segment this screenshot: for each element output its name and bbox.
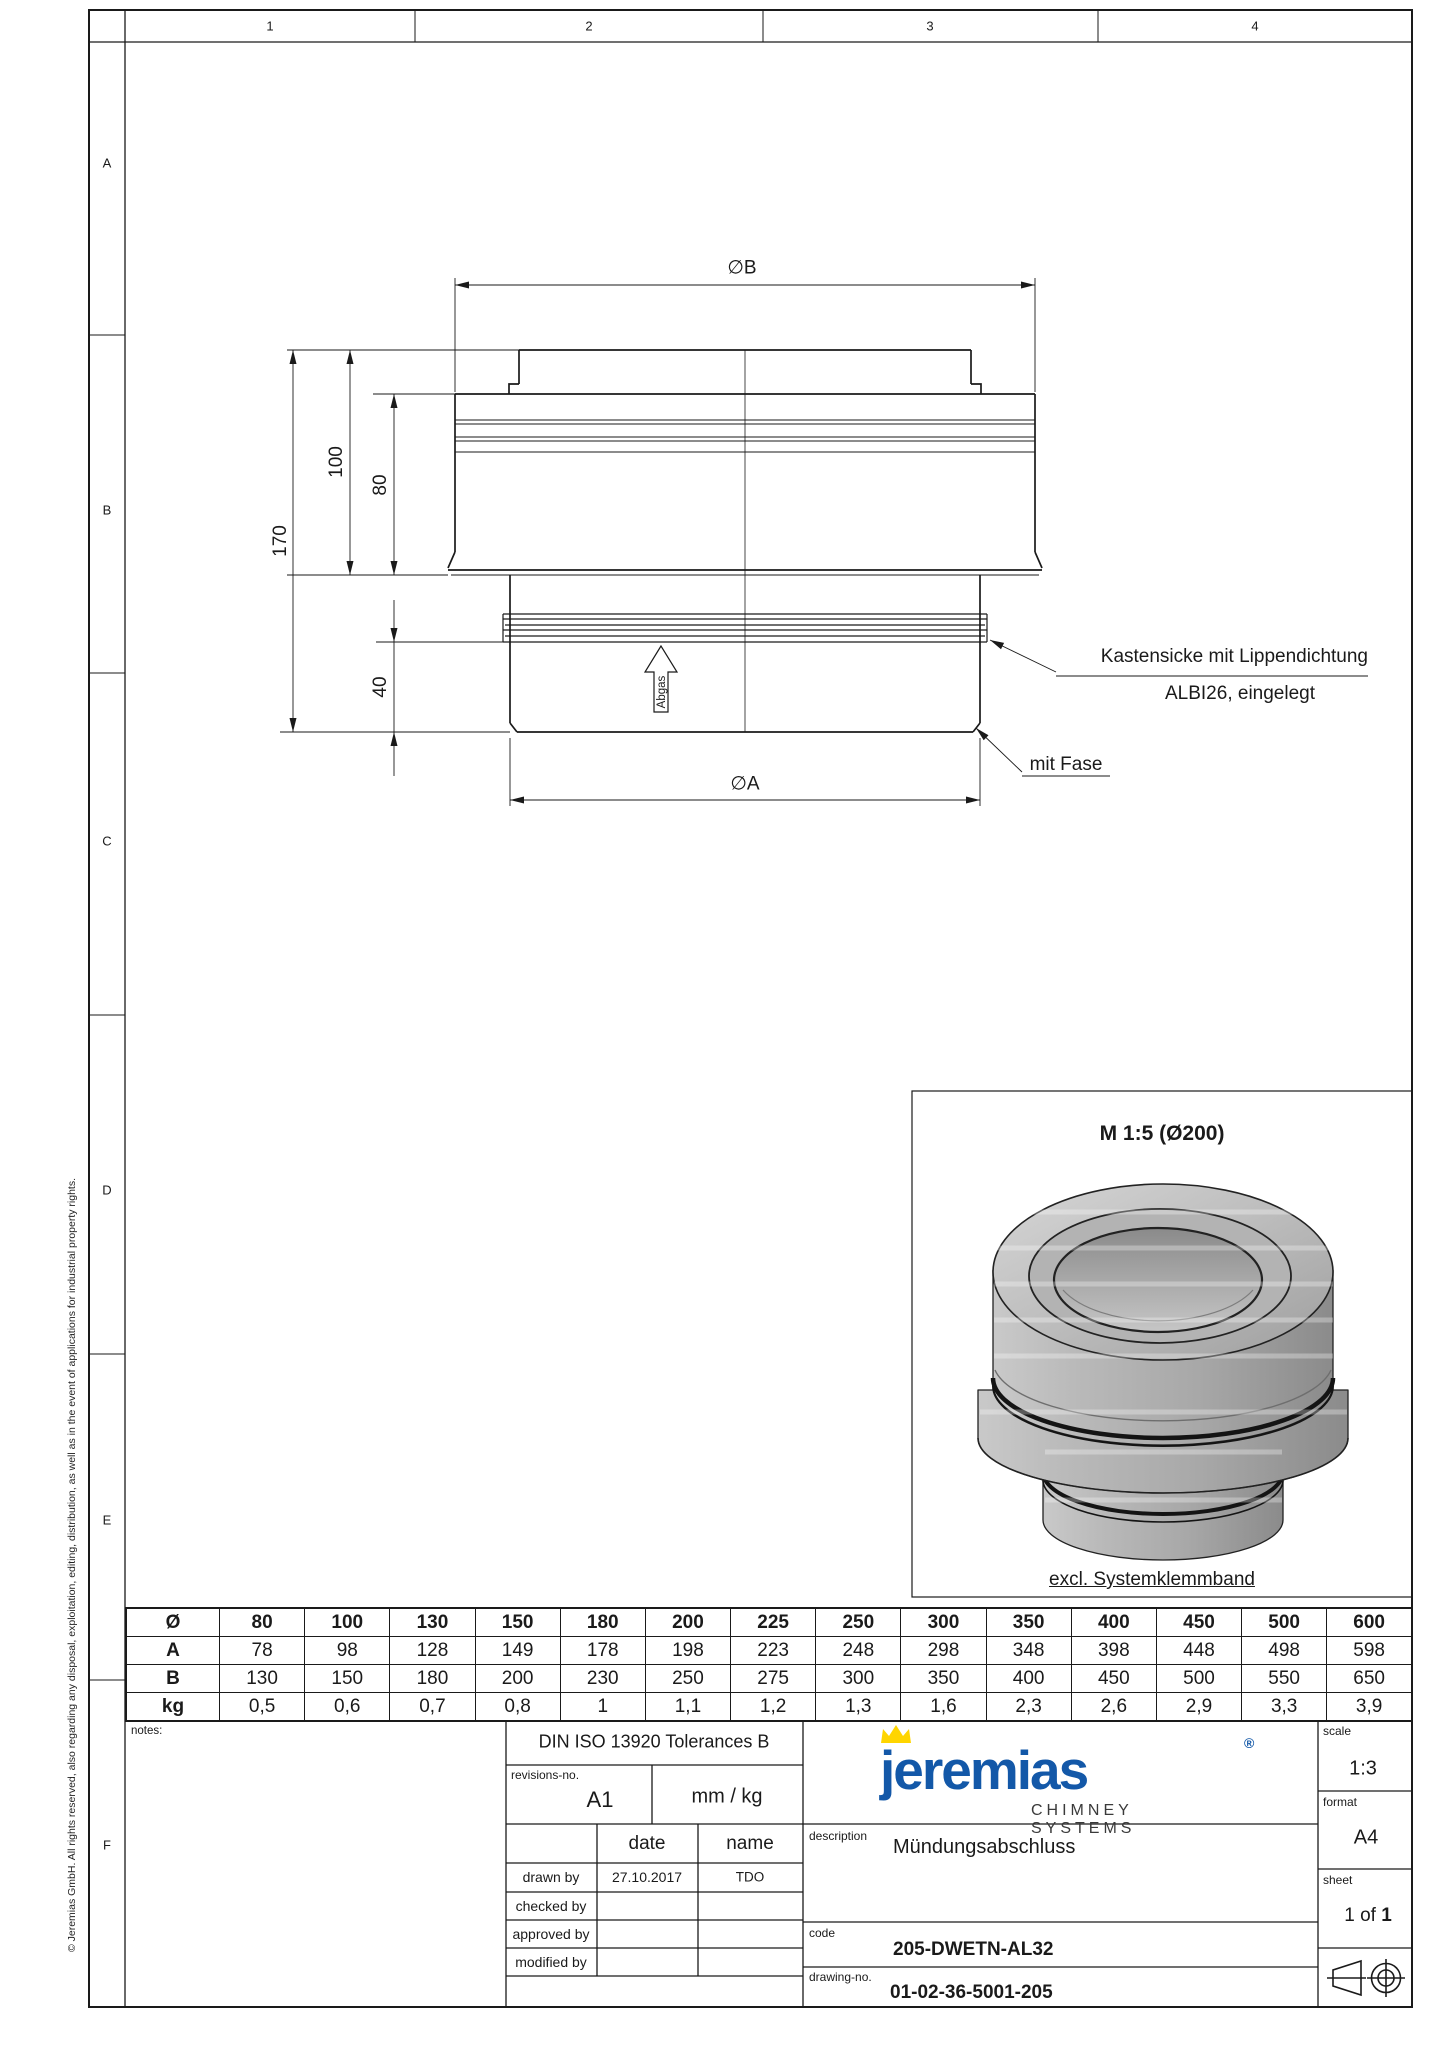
table-cell: 1,1 xyxy=(645,1693,730,1722)
sheet-value xyxy=(1344,1905,1392,1927)
table-cell: 180 xyxy=(390,1665,475,1693)
tolerance-note: DIN ISO 13920 Tolerances B xyxy=(538,1731,770,1752)
table-cell: 550 xyxy=(1242,1665,1327,1693)
table-row xyxy=(126,1693,1412,1722)
column-header-date: date xyxy=(628,1833,666,1854)
table-cell: 650 xyxy=(1327,1665,1412,1693)
drawn-name: TDO xyxy=(735,1869,765,1885)
table-cell: 80 xyxy=(220,1608,305,1637)
grid-column-4: 4 xyxy=(1251,18,1259,34)
table-cell: 1,3 xyxy=(816,1693,901,1722)
table-cell: 178 xyxy=(560,1637,645,1665)
grid-row-e: E xyxy=(102,1512,112,1528)
drawn-date: 27.10.2017 xyxy=(611,1869,683,1885)
dim-label-diameter-b: ∅B xyxy=(727,257,757,279)
table-cell: 398 xyxy=(1071,1637,1156,1665)
table-cell: 98 xyxy=(305,1637,390,1665)
grid-column-2: 2 xyxy=(585,18,593,34)
table-cell: 598 xyxy=(1327,1637,1412,1665)
grid-row-b: B xyxy=(102,502,112,518)
table-cell: 150 xyxy=(305,1665,390,1693)
copyright-notice: © Jeremias GmbH. All rights reserved, also regarding any disposal, exploitation, editing, distribution, as well as in the event of applications for industrial property rights. xyxy=(66,1177,78,1953)
size-table xyxy=(125,1607,1413,1722)
table-cell: 248 xyxy=(816,1637,901,1665)
grid-column-3: 3 xyxy=(926,18,934,34)
registered-mark: ® xyxy=(1244,1735,1255,1751)
table-cell: 223 xyxy=(731,1637,816,1665)
table-cell: 1 xyxy=(560,1693,645,1722)
scale-label: scale xyxy=(1323,1724,1352,1738)
table-cell: 500 xyxy=(1242,1608,1327,1637)
table-cell: 448 xyxy=(1156,1637,1241,1665)
format-value: A4 xyxy=(1353,1826,1379,1849)
dim-label-100: 100 xyxy=(326,446,347,478)
drawing-no-value: 01-02-36-5001-205 xyxy=(890,1982,1053,2003)
code-value: 205-DWETN-AL32 xyxy=(893,1939,1054,1960)
table-cell: 3,3 xyxy=(1242,1693,1327,1722)
dim-label-diameter-a: ∅A xyxy=(730,773,760,795)
table-cell: 0,8 xyxy=(475,1693,560,1722)
table-cell: 198 xyxy=(645,1637,730,1665)
table-cell: 0,7 xyxy=(390,1693,475,1722)
revisions-label: revisions-no. xyxy=(511,1768,580,1782)
code-label: code xyxy=(809,1926,836,1940)
table-cell: 100 xyxy=(305,1608,390,1637)
table-cell: 400 xyxy=(986,1665,1071,1693)
table-row xyxy=(126,1608,1412,1637)
column-header-name: name xyxy=(726,1833,774,1854)
brand-tagline: CHIMNEY SYSTEMS xyxy=(1031,1802,1136,1837)
dim-label-170: 170 xyxy=(270,525,291,557)
table-cell: 1,2 xyxy=(731,1693,816,1722)
table-cell: 450 xyxy=(1156,1608,1241,1637)
table-cell: 500 xyxy=(1156,1665,1241,1693)
table-cell: 200 xyxy=(475,1665,560,1693)
title-block-lines xyxy=(125,1721,1412,2007)
table-cell: 128 xyxy=(390,1637,475,1665)
table-cell: 348 xyxy=(986,1637,1071,1665)
table-cell: 1,6 xyxy=(901,1693,986,1722)
table-cell: 225 xyxy=(731,1608,816,1637)
sheet-value-count: 1 xyxy=(1381,1905,1392,1926)
table-cell: 2,3 xyxy=(986,1693,1071,1722)
table-cell: 300 xyxy=(901,1608,986,1637)
description-value: Mündungsabschluss xyxy=(893,1836,1076,1858)
table-cell: 149 xyxy=(475,1637,560,1665)
table-cell: 250 xyxy=(645,1665,730,1693)
table-row-header: A xyxy=(126,1637,220,1665)
table-cell: 130 xyxy=(390,1608,475,1637)
table-cell: 350 xyxy=(986,1608,1071,1637)
table-cell: 450 xyxy=(1071,1665,1156,1693)
flow-arrow-label: Abgas xyxy=(656,675,668,709)
table-cell: 200 xyxy=(645,1608,730,1637)
part-3d-render xyxy=(978,1184,1348,1560)
detail-view-note: excl. Systemklemmband xyxy=(1049,1569,1255,1590)
scale-value: 1:3 xyxy=(1349,1757,1377,1780)
approved-by-label: approved by xyxy=(512,1926,590,1942)
table-cell: 400 xyxy=(1071,1608,1156,1637)
grid-row-a: A xyxy=(102,155,112,171)
table-cell: 300 xyxy=(816,1665,901,1693)
sheet-value-prefix: 1 of xyxy=(1344,1905,1382,1926)
table-cell: 3,9 xyxy=(1327,1693,1412,1722)
dim-label-80: 80 xyxy=(370,474,391,496)
table-row-header: B xyxy=(126,1665,220,1693)
brand-logo: jeremias xyxy=(880,1739,1088,1801)
units-value: mm / kg xyxy=(691,1785,763,1808)
table-cell: 0,6 xyxy=(305,1693,390,1722)
table-cell: 78 xyxy=(220,1637,305,1665)
table-cell: 600 xyxy=(1327,1608,1412,1637)
callout-seam-line1: Kastensicke mit Lippendichtung xyxy=(1100,646,1368,667)
table-cell: 180 xyxy=(560,1608,645,1637)
checked-by-label: checked by xyxy=(515,1898,587,1914)
notes-label: notes: xyxy=(131,1725,163,1737)
table-cell: 150 xyxy=(475,1608,560,1637)
table-row xyxy=(126,1637,1412,1665)
grid-row-d: D xyxy=(102,1182,112,1198)
table-cell: 250 xyxy=(816,1608,901,1637)
callout-seam-line2: ALBI26, eingelegt xyxy=(1164,683,1316,704)
table-cell: 130 xyxy=(220,1665,305,1693)
table-cell: 298 xyxy=(901,1637,986,1665)
table-row-header: Ø xyxy=(126,1608,220,1637)
table-row-header: kg xyxy=(126,1693,220,1722)
flow-arrow xyxy=(645,646,677,712)
section-view xyxy=(448,350,1042,732)
table-cell: 2,6 xyxy=(1071,1693,1156,1722)
description-label: description xyxy=(809,1829,868,1843)
projection-symbol-icon xyxy=(1327,1959,1405,1997)
drawing-no-label: drawing-no. xyxy=(809,1970,872,1984)
table-cell: 2,9 xyxy=(1156,1693,1241,1722)
dimension-lines xyxy=(280,278,1368,806)
table-cell: 350 xyxy=(901,1665,986,1693)
table-cell: 0,5 xyxy=(220,1693,305,1722)
grid-row-c: C xyxy=(102,833,112,849)
revision-value: A1 xyxy=(586,1787,614,1812)
table-row xyxy=(126,1665,1412,1693)
format-label: format xyxy=(1323,1795,1358,1809)
callout-chamfer: mit Fase xyxy=(1029,754,1103,775)
table-cell: 275 xyxy=(731,1665,816,1693)
dimension-arrowheads xyxy=(290,282,1036,804)
grid-row-f: F xyxy=(103,1837,111,1853)
modified-by-label: modified by xyxy=(515,1954,587,1970)
detail-view-title: M 1:5 (Ø200) xyxy=(1099,1122,1225,1145)
dim-label-40: 40 xyxy=(370,676,391,698)
grid-column-1: 1 xyxy=(266,18,274,34)
table-cell: 230 xyxy=(560,1665,645,1693)
drawn-by-label: drawn by xyxy=(522,1869,580,1885)
sheet-label: sheet xyxy=(1323,1873,1353,1887)
table-cell: 498 xyxy=(1242,1637,1327,1665)
